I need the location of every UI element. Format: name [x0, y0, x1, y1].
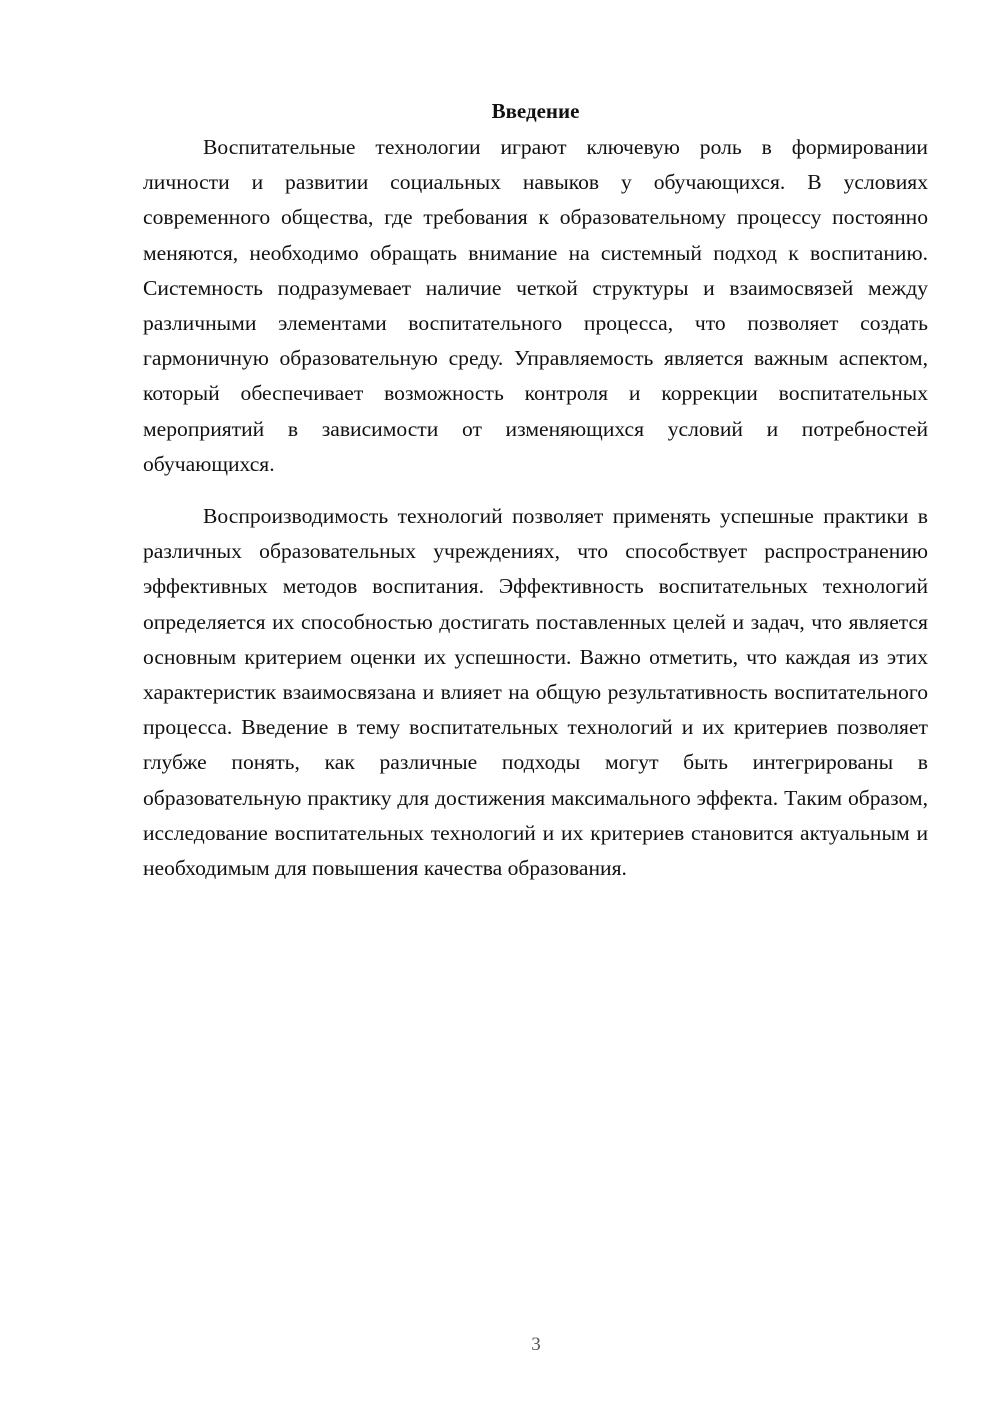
section-heading: Введение	[491, 99, 580, 123]
page-number: 3	[531, 1334, 541, 1355]
page-content	[143, 96, 928, 886]
paragraph-2: Воспроизводимость технологий позволяет применять успешные практики в различных образовательных учреждениях, что способствует распространению эффективных методов воспитания. Эффективность воспитательных технологий определяется их способностью достигать поставленных целей и задач, что является основным критерием оценки их успешности. Важно отметить, что каждая из этих характеристик взаимосвязана и влияет на общую результативность воспитательного процесса. Введение в тему воспитательных технологий и их критериев позволяет глубже понять, как различные подходы могут быть интегрированы в образовательную практику для достижения максимального эффекта. Таким образом, исследование воспитательных технологий и их критериев становится актуальным и необходимым для повышения качества образования.	[143, 504, 928, 881]
paragraph-1: Воспитательные технологии играют ключевую роль в формировании личности и развитии социальных навыков у обучающихся. В условиях современного общества, где требования к образовательному процессу постоянно меняются, необходимо обращать внимание на системный подход к воспитанию. Системность подразумевает наличие четкой структуры и взаимосвязей между различными элементами воспитательного процесса, что позволяет создать гармоничную образовательную среду. Управляемость является важным аспектом, который обеспечивает возможность контроля и коррекции воспитательных мероприятий в зависимости от изменяющихся условий и потребностей обучающихся.	[143, 135, 928, 476]
